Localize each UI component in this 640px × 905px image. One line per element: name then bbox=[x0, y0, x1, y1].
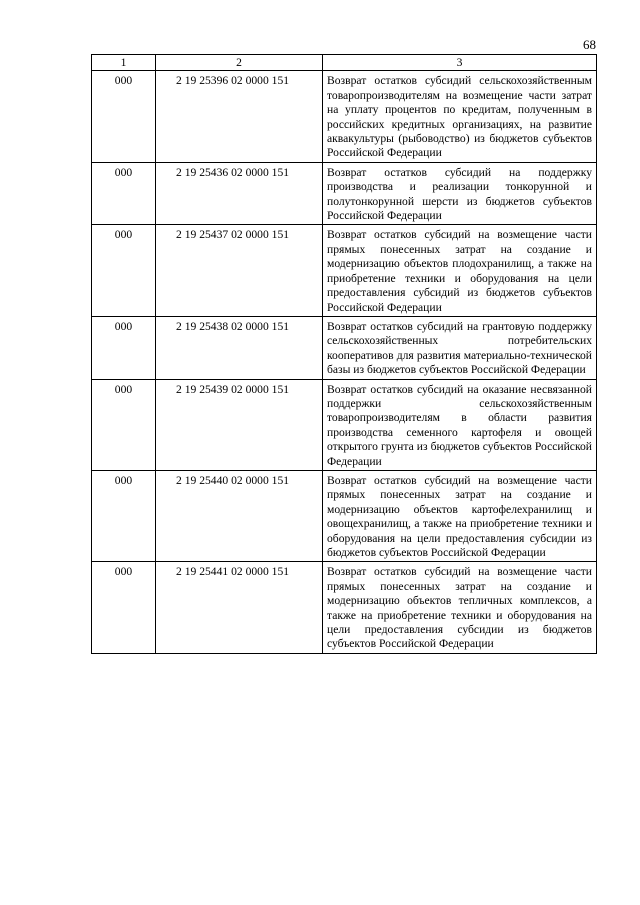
table-row bbox=[92, 71, 597, 162]
admin-code-cell: 000 bbox=[92, 316, 156, 379]
admin-code-cell: 000 bbox=[92, 71, 156, 162]
table-row bbox=[92, 162, 597, 225]
table-row bbox=[92, 316, 597, 379]
description-cell: Возврат остатков субсидий сельскохозяйственным товаропроизводителям на возмещение части затрат на уплату процентов по кредитам, полученным в российских кредитных организациях, на развитие аквакультуры (рыбоводство) из бюджетов субъектов Российской Федерации bbox=[323, 71, 597, 162]
table-row bbox=[92, 470, 597, 561]
description-cell: Возврат остатков субсидий на поддержку производства и реализации тонкорунной и полутонкорунной шерсти из бюджетов субъектов Российской Федерации bbox=[323, 162, 597, 225]
table-row bbox=[92, 225, 597, 316]
table-row bbox=[92, 562, 597, 653]
description-cell: Возврат остатков субсидий на возмещение части прямых понесенных затрат на создание и модернизацию объектов тепличных комплексов, а также на приобретение техники и оборудования на цели предоставления субсидии из бюджетов субъектов Российской Федерации bbox=[323, 562, 597, 653]
admin-code-cell: 000 bbox=[92, 162, 156, 225]
budget-code-cell: 2 19 25436 02 0000 151 bbox=[156, 162, 323, 225]
table-row bbox=[92, 379, 597, 470]
table-header-row bbox=[92, 55, 597, 71]
page-number: 68 bbox=[583, 37, 596, 52]
admin-code-cell: 000 bbox=[92, 225, 156, 316]
budget-code-cell: 2 19 25441 02 0000 151 bbox=[156, 562, 323, 653]
column-header-2: 2 bbox=[156, 55, 323, 71]
column-header-3: 3 bbox=[323, 55, 597, 71]
budget-classification-table bbox=[91, 54, 597, 654]
description-cell: Возврат остатков субсидий на возмещение части прямых понесенных затрат на создание и модернизацию объектов картофелехранилищ и овощехранилищ, а также на приобретение техники и оборудования на цели предоставления субсидии из бюджетов субъектов Российской Федерации bbox=[323, 470, 597, 561]
column-header-1: 1 bbox=[92, 55, 156, 71]
budget-code-cell: 2 19 25438 02 0000 151 bbox=[156, 316, 323, 379]
description-cell: Возврат остатков субсидий на грантовую поддержку сельскохозяйственных потребительских кооперативов для развития материально-технической базы из бюджетов субъектов Российской Федерации bbox=[323, 316, 597, 379]
description-cell: Возврат остатков субсидий на оказание несвязанной поддержки сельскохозяйственным товаропроизводителям в области развития производства семенного картофеля и овощей открытого грунта из бюджетов субъектов Российской Федерации bbox=[323, 379, 597, 470]
budget-code-cell: 2 19 25440 02 0000 151 bbox=[156, 470, 323, 561]
description-cell: Возврат остатков субсидий на возмещение части прямых понесенных затрат на создание и модернизацию объектов плодохранилищ, а также на приобретение техники и оборудования на цели предоставления субсидий из бюджетов субъектов Российской Федерации bbox=[323, 225, 597, 316]
admin-code-cell: 000 bbox=[92, 470, 156, 561]
budget-code-cell: 2 19 25439 02 0000 151 bbox=[156, 379, 323, 470]
budget-code-cell: 2 19 25396 02 0000 151 bbox=[156, 71, 323, 162]
admin-code-cell: 000 bbox=[92, 562, 156, 653]
admin-code-cell: 000 bbox=[92, 379, 156, 470]
budget-code-cell: 2 19 25437 02 0000 151 bbox=[156, 225, 323, 316]
